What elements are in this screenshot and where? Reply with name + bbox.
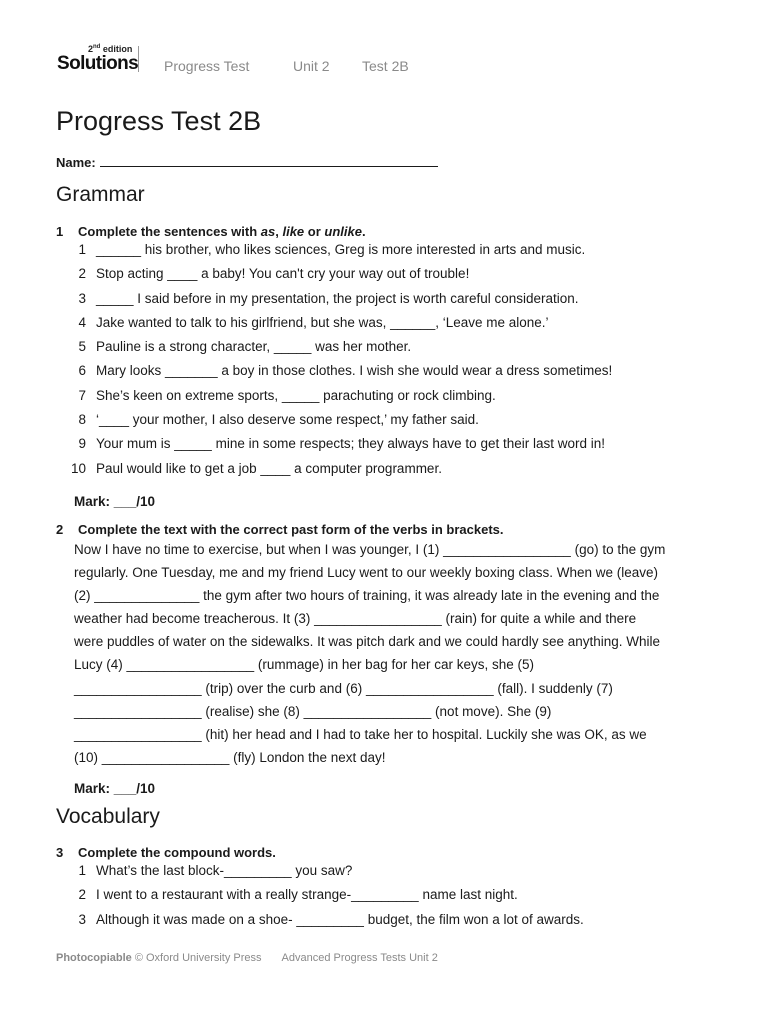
text-line: Now I have no time to exercise, but when I was younger, I (1) _________________ (go) to the gym (74, 542, 666, 557)
brand-name: Solutions (57, 53, 139, 74)
name-label: Name: (56, 155, 96, 170)
exercise-2-text (74, 538, 734, 769)
list-item: 2 I went to a restaurant with a really strange-_________ name last night. (78, 887, 518, 903)
text-line: _________________ (hit) her head and I had to take her to hospital. Luckily she was OK, as we (74, 726, 647, 742)
list-item: 5 Pauline is a strong character, _____ was her mother. (78, 339, 412, 355)
page-footer (56, 952, 438, 964)
list-item: 7 She’s keen on extreme sports, _____ parachuting or rock climbing. (78, 387, 496, 403)
photocopiable-label: Photocopiable (56, 952, 132, 964)
header-label-test: Test 2B (362, 58, 409, 74)
section-heading-grammar: Grammar (56, 183, 145, 206)
page-title: Progress Test 2B (56, 106, 262, 136)
list-item: 1 What’s the last block-_________ you saw? (78, 863, 353, 878)
list-item: 10 Paul would like to get a job ____ a computer programmer. (70, 460, 442, 476)
copyright-text: © Oxford University Press (131, 952, 262, 964)
list-item: 3 _____ I said before in my presentation, the project is worth careful consideration. (78, 290, 579, 306)
exercise-2-instruction: 2 Complete the text with the correct past form of the verbs in brackets. (56, 522, 504, 537)
list-item: 3 Although it was made on a shoe- _________ budget, the film won a lot of awards. (78, 911, 584, 927)
section-heading-vocabulary: Vocabulary (56, 805, 160, 828)
text-line: were puddles of water on the sidewalks. It was pitch dark and we could hardly see anything. While (74, 634, 661, 650)
exercise-1-mark: Mark: ___/10 (74, 494, 156, 509)
text-line: _________________ (trip) over the curb and (6) _________________ (fall). I suddenly (7) (74, 680, 613, 696)
name-field[interactable] (56, 154, 438, 170)
list-item: 2 Stop acting ____ a baby! You can't cry your way out of trouble! (78, 266, 470, 282)
exercise-2-mark: Mark: ___/10 (74, 781, 156, 796)
logo-divider (138, 46, 139, 72)
text-line: Lucy (4) _________________ (rummage) in her bag for her car keys, she (5) (74, 657, 535, 673)
list-item: 1 ______ his brother, who likes sciences, Greg is more interested in arts and music. (78, 242, 586, 257)
name-blank-line[interactable] (100, 154, 438, 167)
edition-label: 2nd edition (88, 44, 133, 54)
text-line: _________________ (realise) she (8) _________________ (not move). She (9) (74, 703, 552, 719)
exercise-3-instruction: 3 Complete the compound words. (56, 845, 276, 860)
text-line: (10) _________________ (fly) London the next day! (74, 749, 386, 765)
text-line: regularly. One Tuesday, me and my friend Lucy went to our weekly boxing class. When we (leave) (74, 565, 659, 581)
text-line: (2) ______________ the gym after two hours of training, it was already late in the evening and the (74, 588, 660, 604)
exercise-3-list (56, 863, 736, 936)
page-header (57, 44, 737, 80)
header-label-unit: Unit 2 (293, 58, 330, 74)
list-item: 9 Your mum is _____ mine in some respects; they always have to get their last word in! (78, 436, 605, 452)
solutions-logo (57, 44, 141, 76)
exercise-number: 3 (56, 845, 64, 860)
list-item: 4 Jake wanted to talk to his girlfriend, but she was, ______, ‘Leave me alone.’ (78, 314, 549, 330)
exercise-number: 2 (56, 522, 64, 537)
list-item: 8 ‘____ your mother, I also deserve some respect,’ my father said. (78, 412, 479, 428)
list-item: 6 Mary looks _______ a boy in those clothes. I wish she would wear a dress sometimes! (78, 363, 613, 379)
exercise-1-list (56, 242, 736, 485)
header-label-progress-test: Progress Test (164, 58, 250, 74)
footer-series-label: Advanced Progress Tests Unit 2 (281, 952, 438, 964)
exercise-1-instruction: 1 Complete the sentences with as, like or unlike. (56, 224, 366, 239)
exercise-number: 1 (56, 224, 64, 239)
text-line: weather had become treacherous. It (3) _________________ (rain) for quite a while and there (74, 611, 637, 627)
